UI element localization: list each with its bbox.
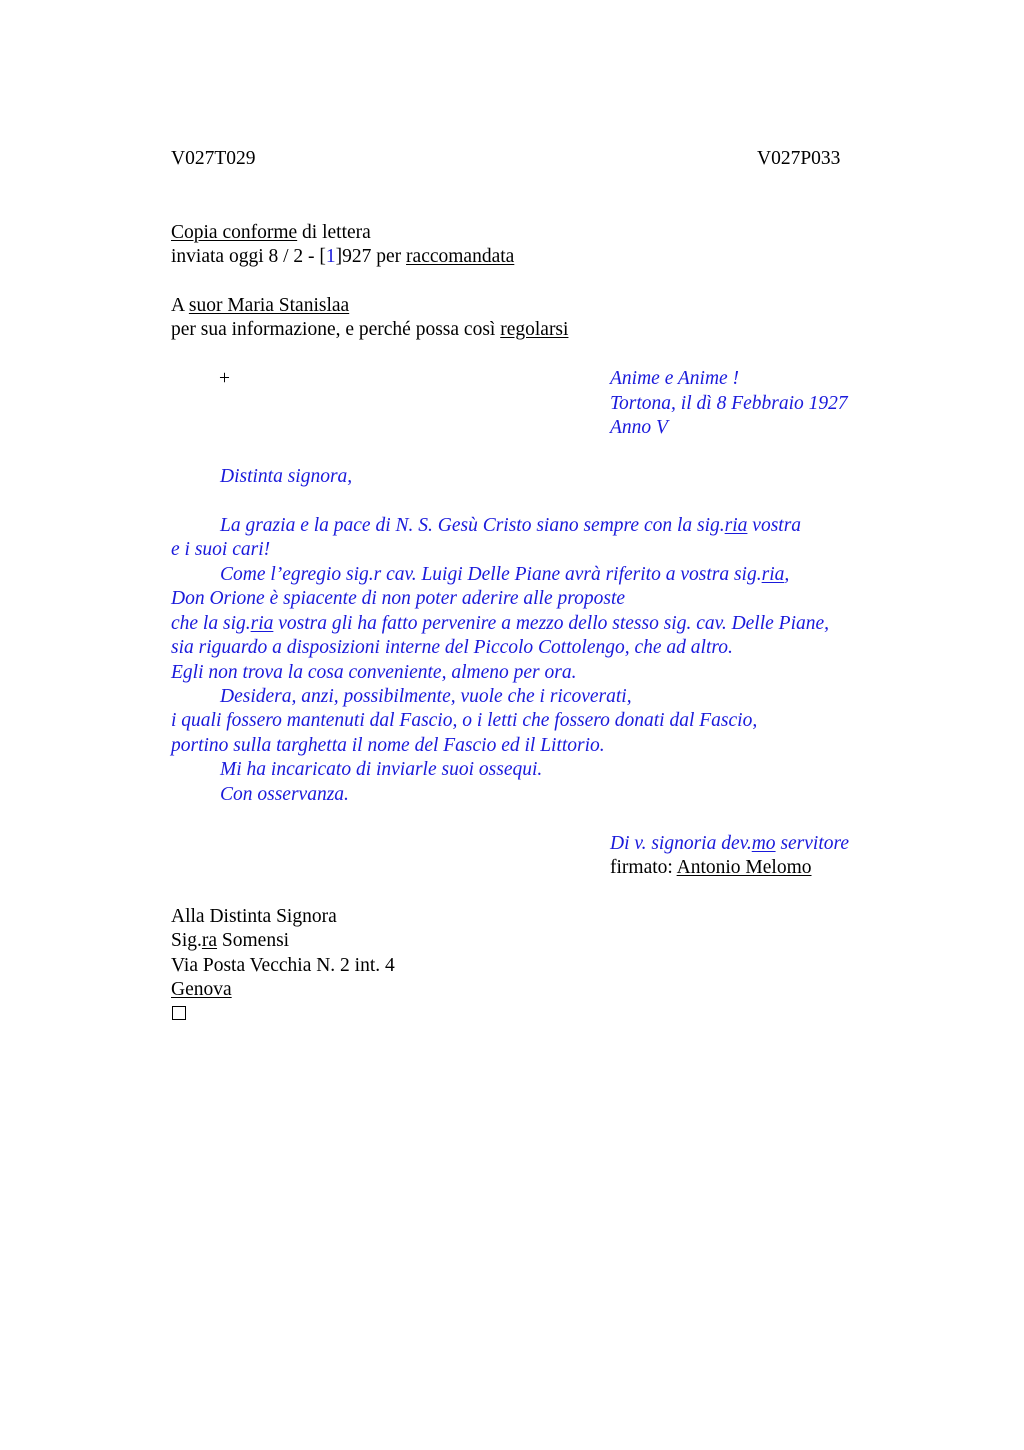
body-line-7: Egli non trova la cosa conveniente, almeno per ora.: [171, 662, 577, 683]
body-line-11: Mi ha incaricato di inviarle suoi ossequi.: [220, 759, 543, 780]
address-line-2: [171, 931, 289, 951]
body-text: vostra gli ha fatto pervenire a mezzo dello stesso sig. cav. Delle Piane,: [273, 613, 830, 634]
body-line-5: [171, 614, 829, 634]
address-text: Somensi: [217, 930, 290, 951]
body-line-2: e i suoi cari!: [171, 539, 271, 560]
firmato-label: firmato:: [610, 857, 677, 878]
inviata-text: inviata oggi 8 / 2 - [: [171, 246, 326, 267]
body-underline: ria: [761, 564, 785, 585]
raccomandata: raccomandata: [406, 246, 515, 267]
right-code: V027P033: [757, 148, 841, 169]
body-underline: ria: [724, 515, 748, 536]
body-line-3: [220, 565, 789, 585]
cross-mark: +: [219, 368, 230, 389]
salutation: Distinta signora,: [220, 466, 353, 487]
address-line-3: Via Posta Vecchia N. 2 int. 4: [171, 955, 395, 976]
intro-line-4: [171, 320, 568, 340]
body-underline: ria: [250, 613, 274, 634]
di-lettera: di lettera: [297, 222, 371, 243]
signature-line: [610, 858, 812, 878]
closing-underline: mo: [751, 833, 776, 854]
body-line-8: Desidera, anzi, possibilmente, vuole che i ricoverati,: [220, 686, 632, 707]
closing-line: [610, 834, 849, 854]
intro-line-2: [171, 247, 514, 267]
body-text: ,: [784, 564, 790, 585]
address-city: [171, 980, 232, 1000]
a-prefix: A: [171, 295, 189, 316]
body-line-1: [220, 516, 801, 536]
left-code: V027T029: [171, 148, 256, 169]
body-line-6: sia riguardo a disposizioni interne del Piccolo Cottolengo, che ad altro.: [171, 637, 733, 658]
address-underline: ra: [201, 930, 218, 951]
copia-conforme: Copia conforme: [171, 222, 298, 243]
body-text: vostra: [747, 515, 802, 536]
anime-line: Anime e Anime !: [610, 368, 740, 389]
checkbox-icon: [172, 1006, 186, 1020]
address-text: Sig.: [171, 930, 202, 951]
info-text: per sua informazione, e perché possa così: [171, 319, 501, 340]
body-text: Come l’egregio sig.r cav. Luigi Delle Piane avrà riferito a vostra sig.: [220, 564, 762, 585]
anno-line: Anno V: [610, 417, 668, 438]
intro-line-1: [171, 223, 371, 243]
body-line-4: Don Orione è spiacente di non poter aderire alle proposte: [171, 588, 626, 609]
body-line-12: Con osservanza.: [220, 784, 349, 805]
city-name: Genova: [171, 979, 232, 1000]
inviata-year: ]927 per: [335, 246, 407, 267]
body-text: La grazia e la pace di N. S. Gesù Cristo siano sempre con la sig.: [220, 515, 725, 536]
signer-name: Antonio Melomo: [676, 857, 812, 878]
closing-text: servitore: [775, 833, 850, 854]
body-text: che la sig.: [171, 613, 251, 634]
body-line-10: portino sulla targhetta il nome del Fascio ed il Littorio.: [171, 735, 605, 756]
regolarsi: regolarsi: [500, 319, 569, 340]
suor-name: suor Maria Stanislaa: [188, 295, 350, 316]
closing-text: Di v. signoria dev.: [610, 833, 752, 854]
inviata-bracket-digit: 1: [325, 246, 336, 267]
body-line-9: i quali fossero mantenuti dal Fascio, o i letti che fossero donati dal Fascio,: [171, 710, 758, 731]
place-date: Tortona, il dì 8 Febbraio 1927: [610, 393, 848, 414]
address-line-1: Alla Distinta Signora: [171, 906, 337, 927]
intro-line-3: [171, 296, 349, 316]
